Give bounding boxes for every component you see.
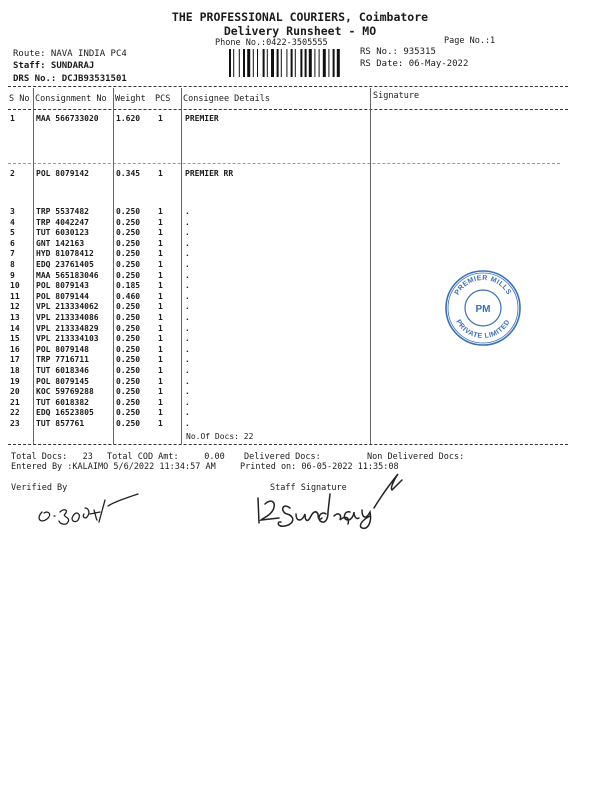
row-pcs: 1 — [158, 228, 163, 238]
column-header-sno: S No — [9, 94, 30, 104]
row-weight: 0.250 — [116, 302, 141, 312]
delivered-docs: Delivered Docs: — [244, 452, 321, 462]
row-weight: 0.250 — [116, 323, 141, 333]
table-row — [0, 387, 600, 397]
table-row — [0, 398, 600, 408]
row-sno: 17 — [10, 355, 20, 365]
non-delivered-docs: Non Delivered Docs: — [367, 452, 465, 462]
row-consignee-details: . — [185, 397, 190, 407]
row-consignee-details: . — [185, 228, 190, 238]
table-row — [0, 207, 600, 217]
row-consignee-details: . — [185, 302, 190, 312]
column-header-consignment: Consignment No — [35, 94, 107, 104]
row-consignee-details: . — [185, 270, 190, 280]
row-sno: 19 — [10, 376, 20, 386]
row-sno: 23 — [10, 419, 20, 428]
row-sno: 7 — [10, 249, 15, 259]
verified-signature — [30, 488, 145, 528]
row-weight: 0.250 — [116, 397, 141, 407]
column-header-signature: Signature — [373, 91, 420, 101]
table-bottom-rule — [8, 444, 568, 445]
row-separator — [8, 163, 560, 164]
row-pcs: 1 — [158, 355, 163, 365]
row-sno: 1 — [10, 114, 15, 123]
svg-text:PREMIER MILLS: PREMIER MILLS — [453, 274, 513, 297]
row-weight: 0.250 — [116, 408, 141, 418]
column-header-pcs: PCS — [155, 94, 171, 104]
table-row — [0, 218, 600, 228]
row-weight: 0.250 — [116, 249, 141, 259]
row-consignee-details: . — [185, 323, 190, 333]
row-consignee-details: . — [185, 260, 190, 269]
row-pcs: 1 — [158, 260, 163, 269]
row-sno: 4 — [10, 217, 15, 227]
row-pcs: 1 — [158, 114, 163, 123]
row-consignee-details: PREMIER — [185, 114, 219, 123]
table-row — [0, 366, 600, 376]
row-consignee-details: . — [185, 344, 190, 354]
row-pcs: 1 — [158, 419, 163, 428]
row-weight: 1.620 — [116, 114, 141, 123]
row-sno: 3 — [10, 207, 15, 216]
staff: Staff: SUNDARAJ — [13, 61, 95, 71]
row-consignee-details: . — [185, 366, 190, 375]
row-weight: 0.250 — [116, 270, 141, 280]
row-pcs: 1 — [158, 313, 163, 322]
row-consignment-number: POL 8079144 — [36, 291, 89, 301]
row-consignment-number: KOC 59769288 — [36, 387, 94, 397]
row-sno: 10 — [10, 281, 20, 291]
row-consignment-number: VPL 213334062 — [36, 302, 99, 312]
row-sno: 6 — [10, 238, 15, 248]
row-consignee-details: . — [185, 355, 190, 365]
row-weight: 0.460 — [116, 291, 141, 301]
row-consignment-number: TRP 5537482 — [36, 207, 89, 216]
row-weight: 0.185 — [116, 281, 141, 291]
row-consignment-number: GNT 142163 — [36, 238, 85, 248]
row-sno: 14 — [10, 323, 20, 333]
svg-text:PRIVATE LIMITED: PRIVATE LIMITED — [454, 318, 512, 341]
row-weight: 0.345 — [116, 169, 141, 178]
verified-by-label: Verified By — [11, 483, 68, 493]
row-consignee-details: . — [185, 313, 190, 322]
row-weight: 0.250 — [116, 228, 141, 238]
svg-text:PM: PM — [475, 304, 491, 315]
row-weight: 0.250 — [116, 366, 141, 375]
row-pcs: 1 — [158, 323, 163, 333]
row-consignment-number: EDQ 16523805 — [36, 408, 94, 418]
row-sno: 9 — [10, 270, 15, 280]
row-pcs: 1 — [158, 397, 163, 407]
rs-date: RS Date: 06-May-2022 — [360, 59, 469, 69]
row-sno: 11 — [10, 291, 20, 301]
no-of-docs: No.Of Docs: 22 — [186, 432, 254, 441]
company-stamp — [443, 268, 523, 348]
row-sno: 16 — [10, 344, 20, 354]
table-row — [0, 377, 600, 387]
row-consignment-number: TRP 4042247 — [36, 217, 89, 227]
row-consignment-number: VPL 213334086 — [36, 313, 99, 322]
table-top-rule — [8, 86, 568, 87]
row-sno: 8 — [10, 260, 15, 269]
barcode — [229, 49, 356, 77]
row-sno: 20 — [10, 387, 20, 397]
row-sno: 2 — [10, 169, 15, 178]
table-row — [0, 239, 600, 249]
row-weight: 0.250 — [116, 334, 141, 344]
row-weight: 0.250 — [116, 419, 141, 428]
row-weight: 0.250 — [116, 387, 141, 397]
row-sno: 21 — [10, 397, 20, 407]
row-consignment-number: POL 8079148 — [36, 344, 89, 354]
printed-on: Printed on: 06-05-2022 11:35:08 — [240, 462, 399, 472]
row-pcs: 1 — [158, 169, 163, 178]
row-pcs: 1 — [158, 238, 163, 248]
table-header-rule — [8, 109, 568, 110]
row-pcs: 1 — [158, 249, 163, 259]
document-title: Delivery Runsheet - MO — [223, 24, 377, 38]
entered-by: Entered By :KALAIMO 5/6/2022 11:34:57 AM — [11, 462, 216, 472]
row-sno: 18 — [10, 366, 20, 375]
row-consignment-number: POL 8079142 — [36, 169, 89, 178]
row-consignment-number: VPL 213334829 — [36, 323, 99, 333]
route: Route: NAVA INDIA PC4 — [13, 49, 127, 59]
row-weight: 0.250 — [116, 217, 141, 227]
row-pcs: 1 — [158, 302, 163, 312]
row-pcs: 1 — [158, 408, 163, 418]
page-number: Page No.:1 — [444, 36, 496, 46]
row-sno: 13 — [10, 313, 20, 322]
row-consignee-details: . — [185, 291, 190, 301]
row-consignee-details: . — [185, 334, 190, 344]
row-consignment-number: HYD 81078412 — [36, 249, 94, 259]
row-consignment-number: TUT 6018382 — [36, 397, 89, 407]
row-pcs: 1 — [158, 207, 163, 216]
row-consignment-number: TUT 6030123 — [36, 228, 89, 238]
staff-signature-label: Staff Signature — [270, 483, 347, 493]
row-consignment-number: MAA 565183046 — [36, 270, 99, 280]
row-pcs: 1 — [158, 217, 163, 227]
phone-number: Phone No.:0422-3505555 — [215, 38, 328, 48]
row-sno: 15 — [10, 334, 20, 344]
row-pcs: 1 — [158, 281, 163, 291]
table-row — [0, 228, 600, 238]
row-weight: 0.250 — [116, 207, 141, 216]
row-weight: 0.250 — [116, 313, 141, 322]
company-name: THE PROFESSIONAL COURIERS, Coimbatore — [171, 10, 429, 24]
row-weight: 0.250 — [116, 344, 141, 354]
total-cod-amount: Total COD Amt: 0.00 — [107, 452, 225, 462]
row-consignment-number: POL 8079143 — [36, 281, 89, 291]
table-row — [0, 355, 600, 365]
row-pcs: 1 — [158, 387, 163, 397]
row-sno: 22 — [10, 408, 20, 418]
row-weight: 0.250 — [116, 355, 141, 365]
row-weight: 0.250 — [116, 376, 141, 386]
row-pcs: 1 — [158, 376, 163, 386]
row-consignee-details: . — [185, 249, 190, 259]
total-docs: Total Docs: 23 — [11, 452, 93, 462]
row-consignee-details: . — [185, 207, 190, 216]
row-consignment-number: VPL 213334103 — [36, 334, 99, 344]
row-consignment-number: TRP 7716711 — [36, 355, 89, 365]
row-consignee-details: . — [185, 281, 190, 291]
row-consignee-details: PREMIER RR — [185, 169, 234, 178]
table-row — [0, 419, 600, 429]
row-pcs: 1 — [158, 291, 163, 301]
row-consignment-number: TUT 857761 — [36, 419, 85, 428]
row-sno: 5 — [10, 228, 15, 238]
column-header-consignee: Consignee Details — [183, 94, 270, 104]
row-weight: 0.250 — [116, 238, 141, 248]
row-pcs: 1 — [158, 270, 163, 280]
row-consignment-number: POL 8079145 — [36, 376, 89, 386]
row-pcs: 1 — [158, 366, 163, 375]
table-row — [0, 114, 600, 124]
row-sno: 12 — [10, 302, 20, 312]
drs-number: DRS No.: DCJB93531501 — [13, 74, 127, 84]
table-row — [0, 169, 600, 179]
table-row — [0, 408, 600, 418]
row-consignee-details: . — [185, 387, 190, 397]
row-consignee-details: . — [185, 408, 190, 418]
row-consignee-details: . — [185, 419, 190, 428]
row-weight: 0.250 — [116, 260, 141, 269]
rs-number: RS No.: 935315 — [360, 47, 436, 57]
row-consignee-details: . — [185, 238, 190, 248]
row-consignee-details: . — [185, 217, 190, 227]
table-row — [0, 249, 600, 259]
staff-signature — [250, 468, 410, 538]
row-consignment-number: TUT 6018346 — [36, 366, 89, 375]
row-consignee-details: . — [185, 376, 190, 386]
row-consignment-number: MAA 566733020 — [36, 114, 99, 123]
row-pcs: 1 — [158, 334, 163, 344]
row-consignment-number: EDQ 23761405 — [36, 260, 94, 269]
column-header-weight: Weight — [115, 94, 146, 104]
row-pcs: 1 — [158, 344, 163, 354]
